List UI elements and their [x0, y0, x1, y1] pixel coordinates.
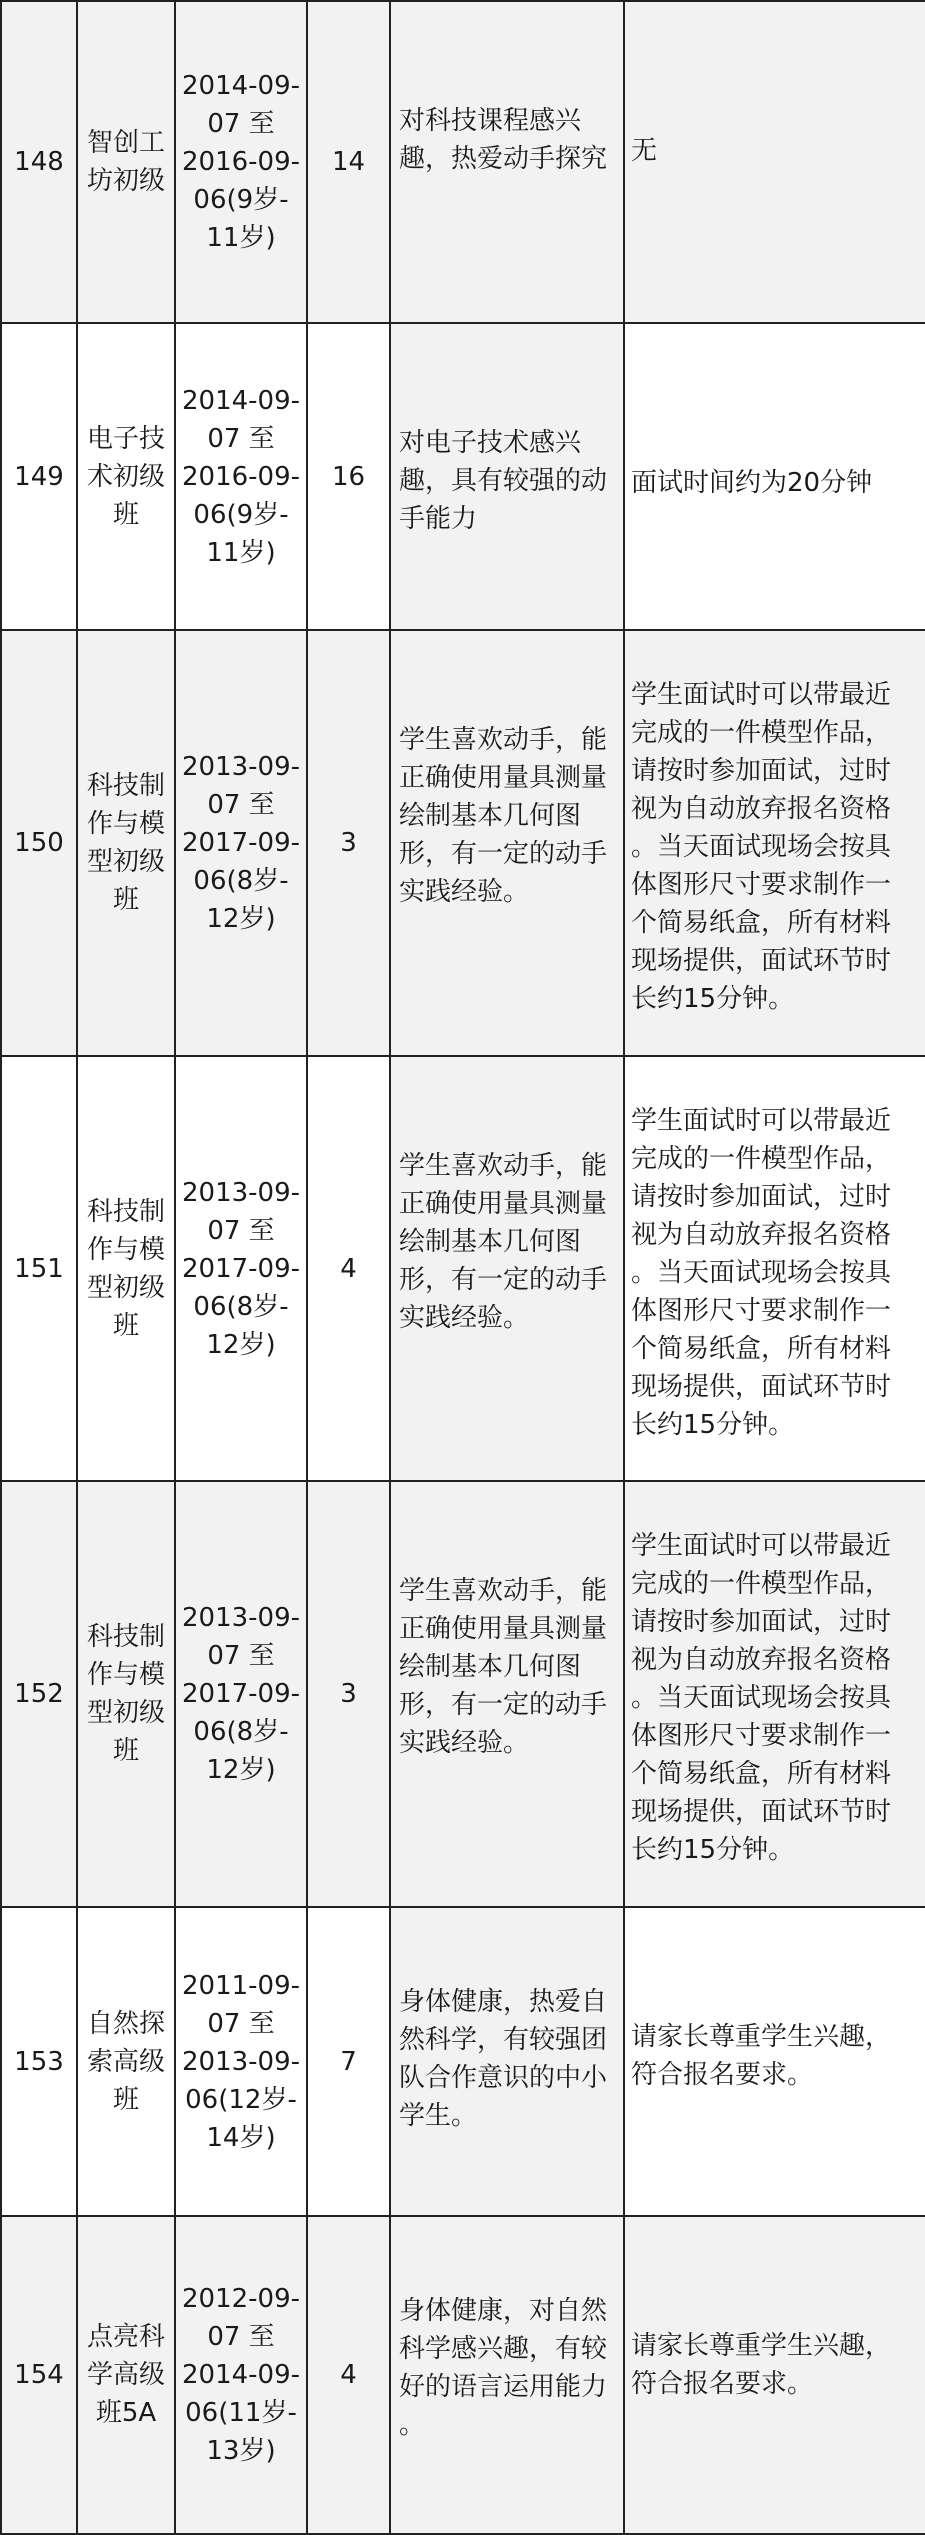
- cell-text-line: 现场提供，面试环节时: [631, 1372, 892, 1402]
- cell-text-line: 班: [112, 2084, 139, 2115]
- cell-text-line: 视为自动放弃报名资格: [631, 794, 892, 824]
- course-number: [1, 1, 77, 323]
- cell-text-line: 绘制基本几何图: [399, 801, 582, 831]
- cell-text-line: 06(9岁-: [193, 499, 289, 530]
- birth-date-range: [175, 2216, 307, 2534]
- cell-text-line: 型初级: [86, 1698, 165, 1728]
- enrollment-requirement: [390, 1056, 624, 1481]
- cell-text-line: 实践经验。: [399, 1303, 530, 1333]
- cell-text-line: 2014-09-: [181, 385, 300, 416]
- cell-text-line: 2014-09-: [181, 2360, 300, 2390]
- cell-text-line: 长约15分钟。: [631, 1410, 795, 1440]
- cell-text-line: 个简易纸盒，所有材料: [631, 908, 892, 938]
- birth-date-range: [175, 1, 307, 323]
- cell-text-line: 作与模: [86, 809, 165, 839]
- cell-text-line: 2014-09-: [181, 71, 300, 101]
- course-name: [77, 323, 175, 630]
- course-number: [1, 630, 77, 1056]
- table-row: [1, 630, 925, 1056]
- cell-text-line: 2013-09-: [181, 2046, 300, 2077]
- enrollment-requirement: [390, 1481, 624, 1907]
- birth-date-range: [175, 1056, 307, 1481]
- course-number-text: 150: [14, 828, 64, 858]
- course-number: [1, 1056, 77, 1481]
- cell-text-line: 12岁): [206, 1755, 276, 1785]
- cell-text-line: 电子技: [86, 423, 165, 454]
- enrollment-count: [307, 1056, 390, 1481]
- cell-text-line: 完成的一件模型作品，: [631, 718, 892, 748]
- table-row: [1, 2216, 925, 2534]
- cell-text-line: 13岁): [206, 2436, 276, 2466]
- cell-text-line: 学生喜欢动手，能: [399, 1151, 608, 1181]
- cell-text-line: 2013-09-: [181, 752, 300, 782]
- course-name: [77, 1056, 175, 1481]
- cell-text-line: 作与模: [86, 1660, 165, 1690]
- cell-text-line: 趣，热爱动手探究: [399, 144, 608, 174]
- course-name: [77, 1481, 175, 1907]
- cell-text-line: 07 至: [207, 1641, 275, 1671]
- enrollment-count-text: 3: [340, 1679, 357, 1709]
- enrollment-count: [307, 2216, 390, 2534]
- cell-text-line: 正确使用量具测量: [399, 1189, 608, 1219]
- cell-text-line: 2013-09-: [181, 1177, 300, 1208]
- cell-text-line: 班: [112, 1736, 139, 1766]
- cell-text-line: 视为自动放弃报名资格: [631, 1220, 892, 1250]
- enrollment-count: [307, 1, 390, 323]
- cell-text-line: 正确使用量具测量: [399, 763, 608, 793]
- remarks: [624, 323, 925, 630]
- cell-text-line: 身体健康，对自然: [399, 2296, 608, 2326]
- cell-text-line: 形，有一定的动手: [399, 1265, 608, 1295]
- remarks: [624, 630, 925, 1056]
- cell-text-line: 学生面试时可以带最近: [631, 680, 892, 710]
- cell-text-line: 11岁): [206, 537, 276, 568]
- cell-text-line: 12岁): [206, 1329, 276, 1360]
- course-number-text: 154: [14, 2360, 64, 2390]
- course-number-text: 152: [14, 1679, 64, 1709]
- cell-text-line: 完成的一件模型作品，: [631, 1144, 892, 1174]
- table-body: [1, 1, 925, 2534]
- cell-text-line: 学生面试时可以带最近: [631, 1531, 892, 1561]
- cell-text-line: 2011-09-: [181, 1970, 300, 2001]
- cell-text-line: 作与模: [86, 1234, 165, 1265]
- cell-text-line: 07 至: [207, 2322, 275, 2352]
- cell-text-line: 体图形尺寸要求制作一: [631, 870, 892, 900]
- cell-text-line: 手能力: [399, 504, 478, 534]
- cell-text-line: 无: [631, 136, 658, 166]
- enrollment-count-text: 4: [340, 1253, 357, 1284]
- course-name: [77, 2216, 175, 2534]
- cell-text-line: 请家长尊重学生兴趣，: [631, 2331, 892, 2361]
- cell-text-line: 07 至: [207, 2008, 275, 2039]
- course-number-text: 151: [14, 1253, 64, 1284]
- enrollment-count: [307, 1907, 390, 2216]
- cell-text-line: 06(8岁-: [193, 1717, 289, 1747]
- cell-text-line: 学生面试时可以带最近: [631, 1106, 892, 1136]
- cell-text-line: 体图形尺寸要求制作一: [631, 1721, 892, 1751]
- cell-text-line: 实践经验。: [399, 877, 530, 907]
- cell-text-line: 科学感兴趣，有较: [399, 2334, 608, 2364]
- cell-text-line: 2017-09-: [181, 828, 300, 858]
- cell-text-line: 请按时参加面试，过时: [631, 1182, 892, 1212]
- cell-text-line: 绘制基本几何图: [399, 1227, 582, 1257]
- cell-text-line: 班5A: [95, 2398, 157, 2428]
- cell-text-line: 形，有一定的动手: [399, 839, 608, 869]
- cell-text-line: 完成的一件模型作品，: [631, 1569, 892, 1599]
- course-number-text: 153: [14, 2046, 64, 2077]
- enrollment-requirement: [390, 1, 624, 323]
- cell-text-line: 2017-09-: [181, 1679, 300, 1709]
- cell-text-line: 2012-09-: [181, 2284, 300, 2314]
- cell-text-line: 学高级: [86, 2360, 165, 2390]
- cell-text-line: 点亮科: [86, 2322, 165, 2352]
- cell-text-line: 实践经验。: [399, 1728, 530, 1758]
- table-row: [1, 1, 925, 323]
- cell-text-line: 07 至: [207, 423, 275, 454]
- table-row: [1, 1481, 925, 1907]
- cell-text-line: 2016-09-: [181, 461, 300, 492]
- cell-text-line: 11岁): [206, 223, 276, 253]
- enrollment-requirement: [390, 323, 624, 630]
- enrollment-count-text: 14: [331, 147, 366, 177]
- cell-text-line: 学生喜欢动手，能: [399, 725, 608, 755]
- cell-text-line: 科技制: [86, 1622, 165, 1652]
- cell-text-line: 科技制: [86, 1196, 165, 1227]
- enrollment-count-text: 3: [340, 828, 357, 858]
- cell-text-line: 队合作意识的中小: [399, 2063, 608, 2093]
- birth-date-range: [175, 1481, 307, 1907]
- cell-text-line: 2013-09-: [181, 1603, 300, 1633]
- cell-text-line: 请按时参加面试，过时: [631, 1607, 892, 1637]
- course-name: [77, 1907, 175, 2216]
- cell-text-line: 请家长尊重学生兴趣，: [631, 2022, 892, 2052]
- cell-text-line: 对科技课程感兴: [399, 106, 582, 136]
- cell-text-line: 班: [112, 885, 139, 915]
- cell-text-line: 。当天面试现场会按具: [631, 1258, 892, 1288]
- enrollment-count: [307, 630, 390, 1056]
- cell-text-line: 2016-09-: [181, 147, 300, 177]
- cell-text-line: 06(12岁-: [185, 2084, 297, 2115]
- course-name: [77, 630, 175, 1056]
- enrollment-count: [307, 323, 390, 630]
- cell-text-line: 个简易纸盒，所有材料: [631, 1334, 892, 1364]
- remarks: [624, 1481, 925, 1907]
- cell-text-line: 然科学，有较强团: [399, 2025, 608, 2055]
- cell-text-line: 。当天面试现场会按具: [631, 1683, 892, 1713]
- cell-text-line: 符合报名要求。: [631, 2060, 814, 2090]
- cell-text-line: 身体健康，热爱自: [399, 1987, 608, 2017]
- course-number: [1, 323, 77, 630]
- cell-text-line: 请按时参加面试，过时: [631, 756, 892, 786]
- cell-text-line: 。当天面试现场会按具: [631, 832, 892, 862]
- remarks: [624, 1, 925, 323]
- remarks: [624, 1907, 925, 2216]
- cell-text-line: 06(11岁-: [185, 2398, 297, 2428]
- enrollment-count-text: 4: [340, 2360, 357, 2390]
- cell-text-line: 个简易纸盒，所有材料: [631, 1759, 892, 1789]
- cell-text-line: 07 至: [207, 1215, 275, 1246]
- enrollment-count-text: 16: [331, 461, 366, 492]
- course-name: [77, 1, 175, 323]
- cell-text-line: 12岁): [206, 904, 276, 934]
- course-number: [1, 1907, 77, 2216]
- cell-text-line: 符合报名要求。: [631, 2369, 814, 2399]
- table-row: [1, 1907, 925, 2216]
- cell-text-line: 。: [399, 2410, 426, 2440]
- cell-text-line: 体图形尺寸要求制作一: [631, 1296, 892, 1326]
- cell-text-line: 趣，具有较强的动: [399, 466, 608, 496]
- table-row: [1, 323, 925, 630]
- cell-text-line: 07 至: [207, 790, 275, 820]
- cell-text-line: 06(8岁-: [193, 866, 289, 896]
- course-number: [1, 1481, 77, 1907]
- cell-text-line: 2017-09-: [181, 1253, 300, 1284]
- cell-text-line: 好的语言运用能力: [399, 2372, 608, 2402]
- cell-text-line: 视为自动放弃报名资格: [631, 1645, 892, 1675]
- cell-text-line: 06(8岁-: [193, 1291, 289, 1322]
- cell-text-line: 形，有一定的动手: [399, 1690, 608, 1720]
- cell-text-line: 绘制基本几何图: [399, 1652, 582, 1682]
- birth-date-range: [175, 630, 307, 1056]
- cell-text-line: 面试时间约为20分钟: [631, 468, 873, 498]
- cell-text-line: 科技制: [86, 771, 165, 801]
- table-row: [1, 1056, 925, 1481]
- cell-text-line: 智创工: [86, 128, 165, 158]
- cell-text-line: 学生。: [399, 2101, 478, 2131]
- enrollment-requirement: [390, 1907, 624, 2216]
- cell-text-line: 索高级: [86, 2046, 165, 2077]
- cell-text-line: 型初级: [86, 847, 165, 877]
- birth-date-range: [175, 1907, 307, 2216]
- course-number-text: 149: [14, 461, 64, 492]
- cell-text-line: 长约15分钟。: [631, 1835, 795, 1865]
- cell-text-line: 06(9岁-: [193, 185, 289, 215]
- cell-text-line: 术初级: [86, 461, 165, 492]
- cell-text-line: 正确使用量具测量: [399, 1614, 608, 1644]
- enrollment-count-text: 7: [340, 2046, 357, 2077]
- cell-text-line: 学生喜欢动手，能: [399, 1576, 608, 1606]
- enrollment-requirement: [390, 630, 624, 1056]
- remarks: [624, 1056, 925, 1481]
- enrollment-requirement: [390, 2216, 624, 2534]
- cell-text-line: 型初级: [86, 1272, 165, 1303]
- cell-text-line: 班: [112, 1310, 139, 1341]
- cell-text-line: 班: [112, 499, 139, 530]
- enrollment-count: [307, 1481, 390, 1907]
- cell-text-line: 现场提供，面试环节时: [631, 1797, 892, 1827]
- cell-text-line: 14岁): [206, 2122, 276, 2153]
- cell-text-line: 长约15分钟。: [631, 984, 795, 1014]
- cell-text-line: 对电子技术感兴: [399, 428, 582, 458]
- cell-text-line: 坊初级: [86, 166, 165, 196]
- remarks: [624, 2216, 925, 2534]
- course-number: [1, 2216, 77, 2534]
- course-number-text: 148: [14, 147, 64, 177]
- cell-text-line: 现场提供，面试环节时: [631, 946, 892, 976]
- birth-date-range: [175, 323, 307, 630]
- cell-text-line: 07 至: [207, 109, 275, 139]
- cell-text-line: 自然探: [86, 2008, 165, 2039]
